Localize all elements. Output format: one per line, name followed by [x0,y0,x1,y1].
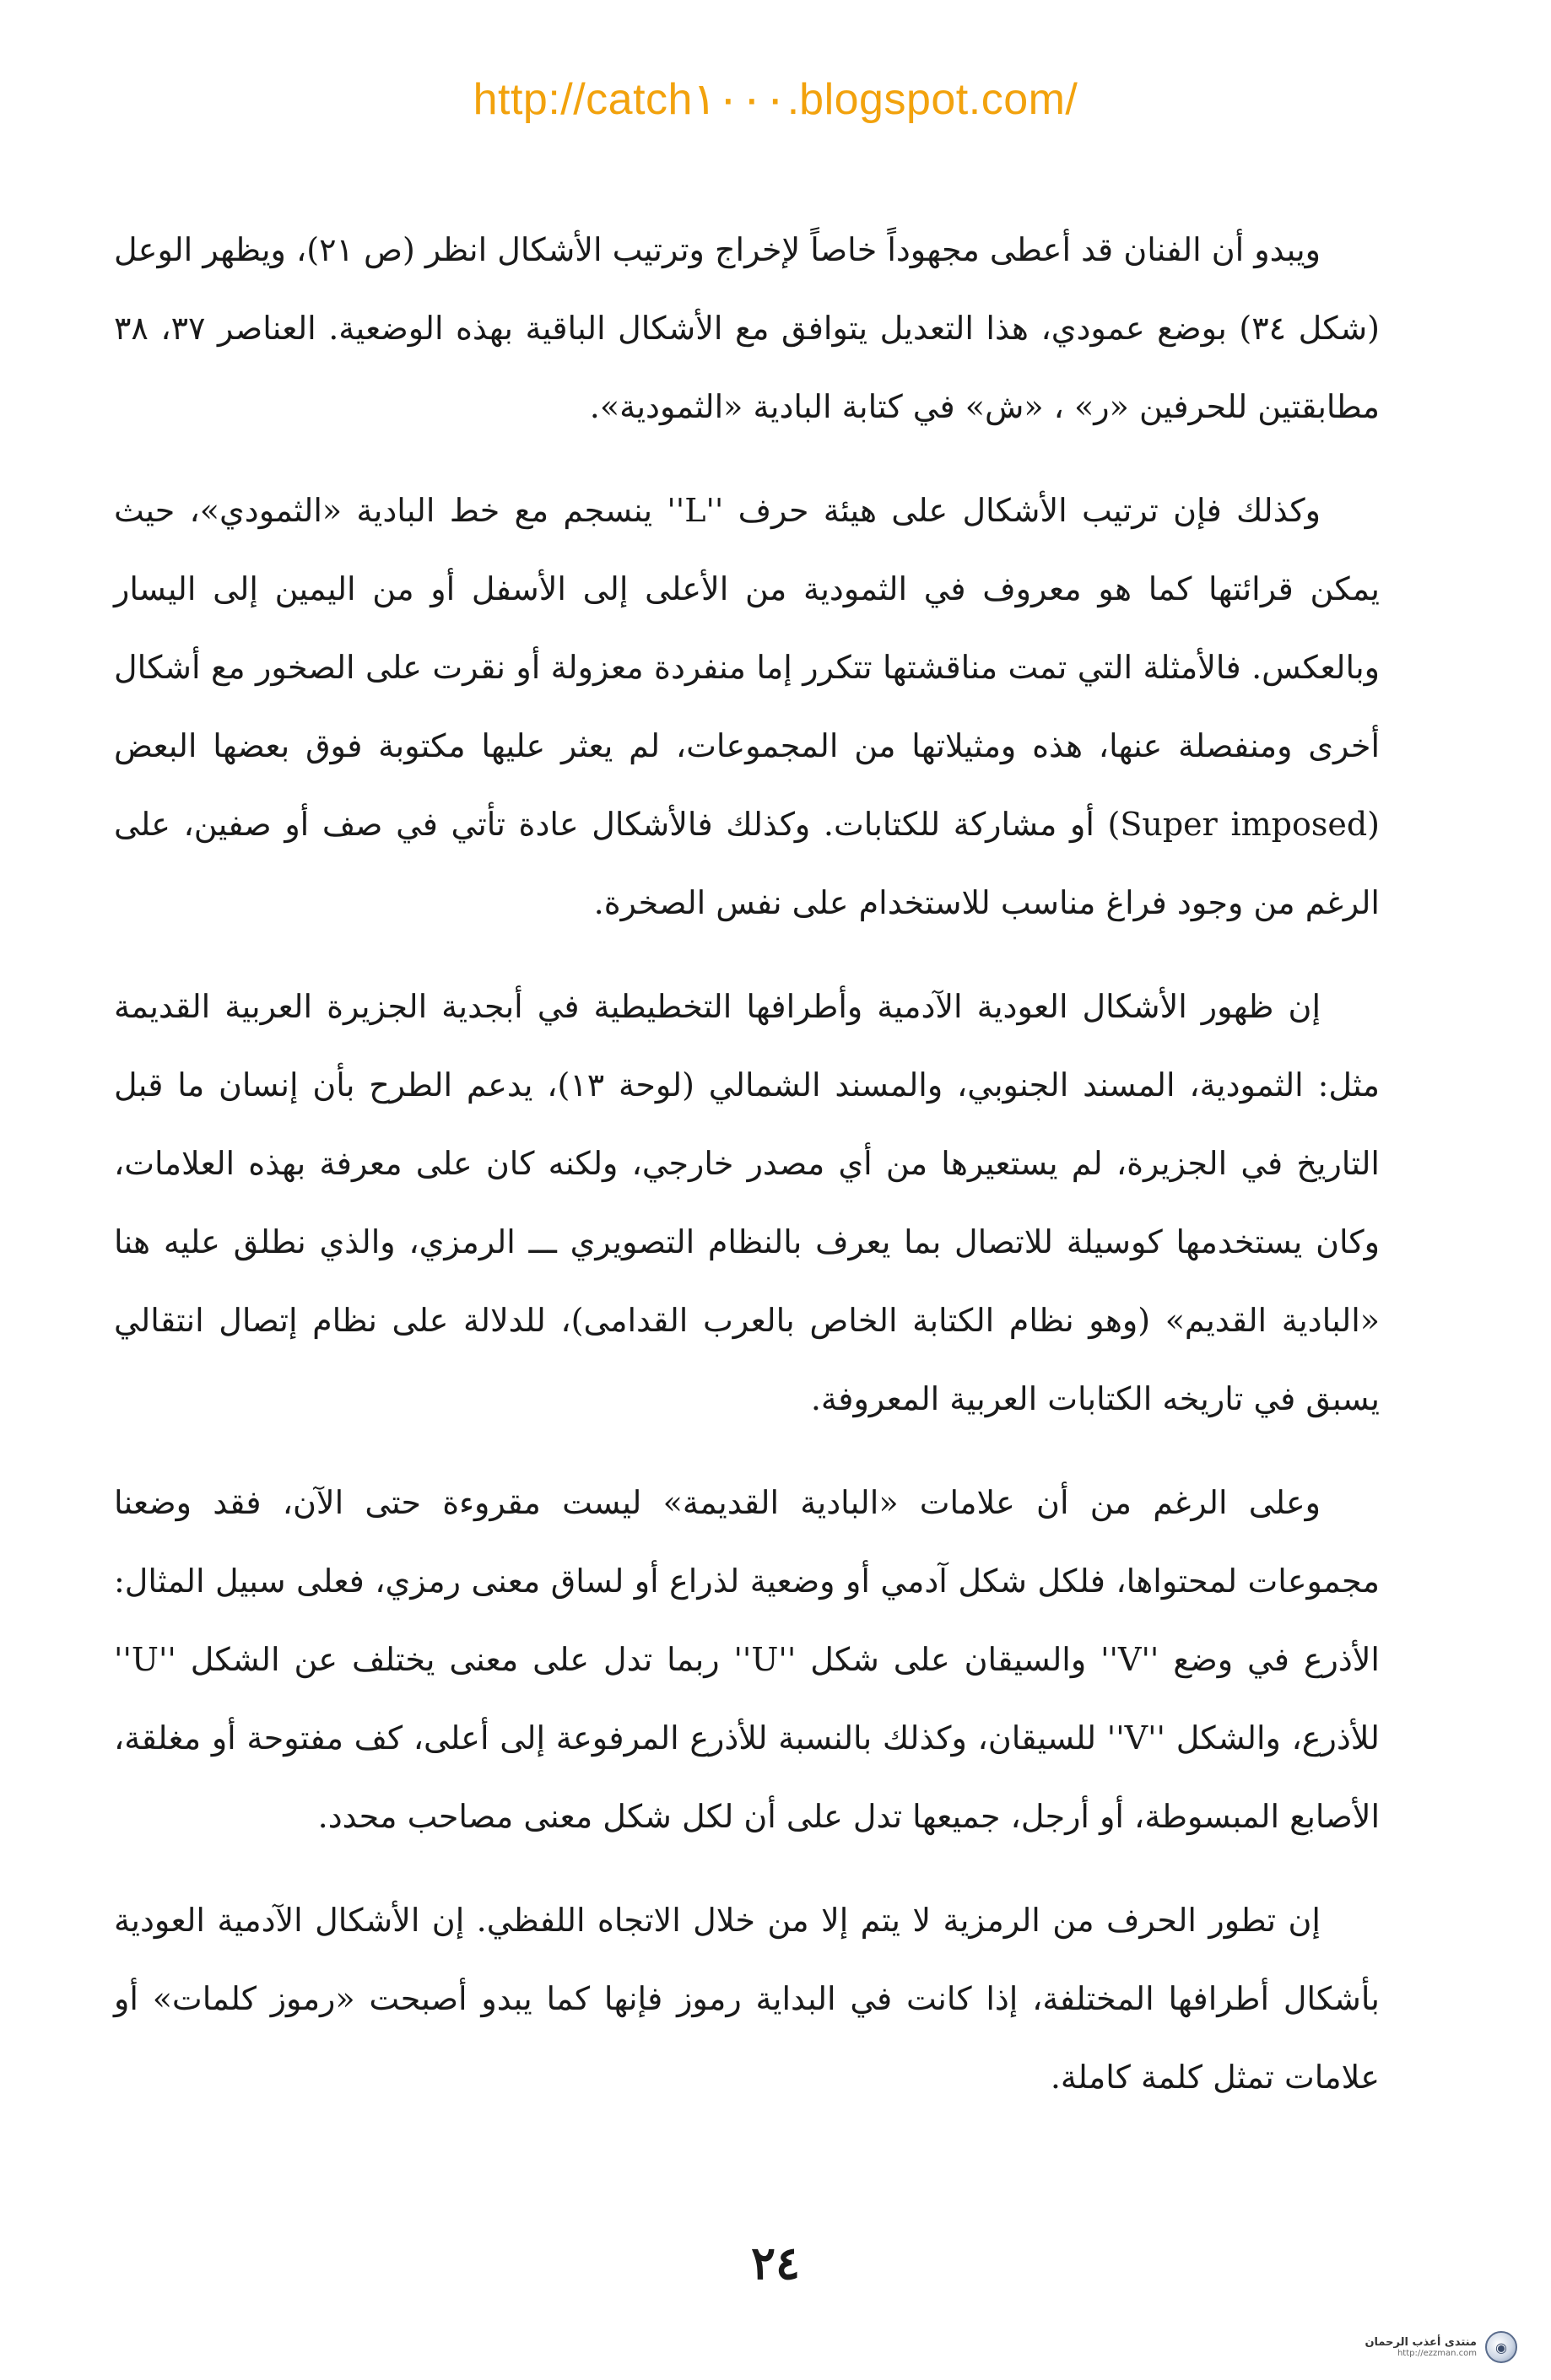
article-body [114,211,1380,2142]
watermark-title: منتدى أعذب الرحمان [1365,2336,1477,2349]
page-number: ٢٤ [750,2236,800,2290]
watermark-text [1365,2336,1477,2358]
paragraph-5: إن تطور الحرف من الرمزية لا يتم إلا من خلال الاتجاه اللفظي. إن الأشكال الآدمية العودية بأشكال أطرافها المختلفة، إذا كانت في البداية رموز فإنها كما يبدو أصبحت «رموز كلمات» أو علامات تمثل كلمة كاملة. [114,1902,1380,2096]
forum-watermark [1365,2331,1517,2363]
watermark-url: http://ezzman.com [1397,2349,1477,2358]
header-url[interactable]: http://catch١٠٠٠.blogspot.com/ [473,75,1078,124]
forum-logo-icon: ◉ [1485,2331,1517,2363]
paragraph-4: وعلى الرغم من أن علامات «البادية القديمة» ليست مقروءة حتى الآن، فقد وضعنا مجموعات لمحتواها، فلكل شكل آدمي أو وضعية لذراع أو لساق معنى رمزي، فعلى سبيل المثال: الأذرع في وضع ''V'' والسيقان على شكل ''U'' ربما تدل على معنى يختلف عن الشكل ''U'' للأذرع، والشكل ''V'' للسيقان، وكذلك بالنسبة للأذرع المرفوعة إلى أعلى، كف مفتوحة أو مغلقة، الأصابع المبسوطة، أو أرجل، جميعها تدل على أن لكل شكل معنى مصاحب محدد. [114,1484,1381,1835]
paragraph-2: وكذلك فإن ترتيب الأشكال على هيئة حرف ''L'' ينسجم مع خط البادية «الثمودي»، حيث يمكن قرائتها كما هو معروف في الثمودية من الأعلى إلى الأسفل أو من اليمين إلى اليسار وبالعكس. فالأمثلة التي تمت مناقشتها تتكرر إما منفردة معزولة أو نقرت على الصخور مع أشكال أخرى ومنفصلة عنها، هذه ومثيلاتها من المجموعات، لم يعثر عليها مكتوبة فوق بعضها البعض (Super imposed) أو مشاركة للكتابات. وكذلك فالأشكال عادة تأتي في صف أو صفين، على الرغم من وجود فراغ مناسب للاستخدام على نفس الصخرة. [114,492,1380,921]
paragraph-3: إن ظهور الأشكال العودية الآدمية وأطرافها التخطيطية في أبجدية الجزيرة العربية القديمة مثل: الثمودية، المسند الجنوبي، والمسند الشمالي (لوحة ١٣)، يدعم الطرح بأن إنسان ما قبل التاريخ في الجزيرة، لم يستعيرها من أي مصدر خارجي، ولكنه كان على معرفة بهذه العلامات، وكان يستخدمها كوسيلة للاتصال بما يعرف بالنظام التصويري ـــ الرمزي، والذي نطلق عليه هنا «البادية القديم» (وهو نظام الكتابة الخاص بالعرب القدامى)، للدلالة على نظام إتصال انتقالي يسبق في تاريخه الكتابات العربية المعروفة. [114,988,1380,1417]
paragraph-1: ويبدو أن الفنان قد أعطى مجهوداً خاصاً لإخراج وترتيب الأشكال انظر (ص ٢١)، ويظهر الوعل (شكل ٣٤) بوضع عمودي، هذا التعديل يتوافق مع الأشكال الباقية بهذه الوضعية. العناصر ٣٧، ٣٨ مطابقتين للحرفين «ر» ، «ش» في كتابة البادية «الثمودية». [114,231,1380,425]
